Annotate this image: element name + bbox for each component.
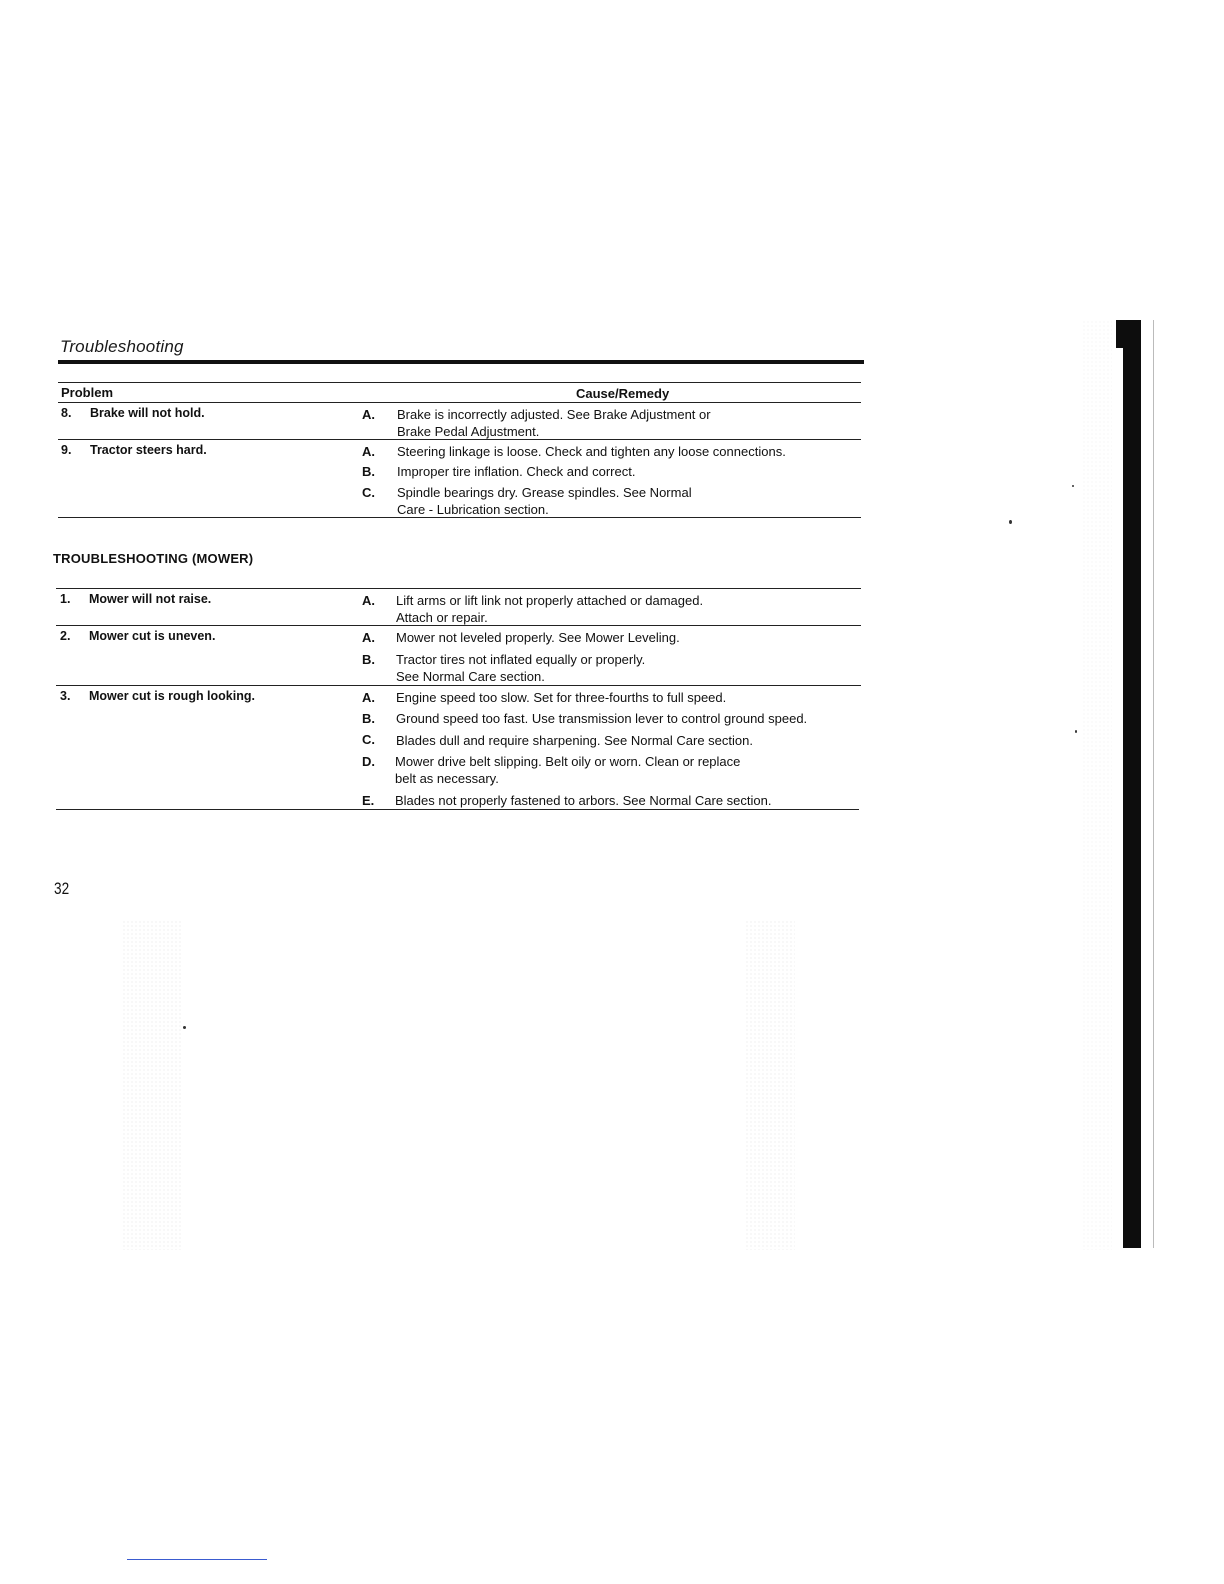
cause-text (395, 792, 771, 809)
cause-line: Brake is incorrectly adjusted. See Brake Adjustment or (397, 407, 711, 422)
cause-line: Steering linkage is loose. Check and tighten any loose connections. (397, 444, 786, 459)
scan-speck (1009, 520, 1012, 524)
cause-line: Mower not leveled properly. See Mower Leveling. (396, 630, 680, 645)
problem-text: Mower cut is uneven. (89, 629, 216, 643)
cause-letter: C. (362, 732, 375, 747)
cause-line: See Normal Care section. (396, 669, 545, 684)
cause-letter: C. (362, 485, 375, 500)
cause-line: Improper tire inflation. Check and correct. (397, 464, 636, 479)
scan-texture (1082, 320, 1112, 1250)
cause-text (397, 406, 711, 440)
table-top-rule (58, 382, 861, 383)
cause-line: Lift arms or lift link not properly attached or damaged. (396, 593, 704, 608)
table-bottom-rule (56, 809, 859, 810)
problem-row-3 (60, 689, 255, 703)
binding-edge (1153, 320, 1154, 1248)
cause-text (397, 484, 692, 518)
cause-text (396, 629, 680, 646)
cause-text (396, 732, 753, 749)
cause-line: belt as necessary. (395, 771, 499, 786)
cause-letter: A. (362, 690, 375, 705)
cause-line: Spindle bearings dry. Grease spindles. See Normal (397, 485, 692, 500)
table-top-rule (56, 588, 861, 589)
cause-letter: D. (362, 754, 375, 769)
problem-row-2 (60, 629, 215, 643)
cause-text (396, 651, 645, 685)
cause-line: Blades dull and require sharpening. See Normal Care section. (396, 733, 753, 748)
column-header-problem: Problem (61, 385, 114, 400)
problem-row-1 (60, 592, 211, 606)
column-header-cause-remedy: Cause/Remedy (576, 386, 670, 401)
bottom-rule (127, 1559, 267, 1560)
cause-letter: A. (362, 407, 375, 422)
cause-line: Engine speed too slow. Set for three-fourths to full speed. (396, 690, 727, 705)
scan-speck (1075, 730, 1077, 733)
problem-text: Mower will not raise. (89, 592, 212, 606)
cause-line: Tractor tires not inflated equally or properly. (396, 652, 646, 667)
cause-letter: B. (362, 652, 375, 667)
cause-letter: A. (362, 593, 375, 608)
page-title: Troubleshooting (60, 337, 184, 356)
binding-strip (1123, 320, 1141, 1248)
problem-text: Tractor steers hard. (90, 443, 207, 457)
scan-speck (183, 1026, 186, 1029)
cause-line: Mower drive belt slipping. Belt oily or worn. Clean or replace (395, 754, 741, 769)
cause-line: Attach or repair. (396, 610, 488, 625)
cause-text (397, 463, 635, 480)
scan-texture (745, 920, 795, 1250)
cause-line: Ground speed too fast. Use transmission lever to control ground speed. (396, 711, 808, 726)
scan-speck (1072, 485, 1074, 487)
section-title-mower: TROUBLESHOOTING (MOWER) (53, 551, 254, 566)
cause-text (395, 753, 740, 787)
cause-text (396, 592, 703, 626)
title-rule (58, 360, 864, 364)
problem-number: 1. (60, 592, 71, 606)
problem-row-9 (61, 443, 207, 457)
cause-letter: B. (362, 464, 375, 479)
problem-number: 8. (61, 406, 72, 420)
cause-line: Care - Lubrication section. (397, 502, 549, 517)
cause-line: Brake Pedal Adjustment. (397, 424, 540, 439)
cause-text (396, 689, 726, 706)
cause-text (396, 710, 807, 727)
problem-number: 9. (61, 443, 72, 457)
table-bottom-rule (58, 517, 861, 518)
problem-row-8 (61, 406, 205, 420)
problem-number: 2. (60, 629, 71, 643)
cause-line: Blades not properly fastened to arbors. See Normal Care section. (395, 793, 772, 808)
cause-text (397, 443, 786, 460)
cause-letter: E. (362, 793, 375, 808)
cause-letter: A. (362, 444, 375, 459)
table-header-rule (58, 402, 861, 403)
problem-text: Mower cut is rough looking. (89, 689, 255, 703)
problem-text: Brake will not hold. (90, 406, 205, 420)
cause-letter: A. (362, 630, 375, 645)
cause-letter: B. (362, 711, 375, 726)
problem-number: 3. (60, 689, 71, 703)
page-number: 32 (54, 879, 70, 898)
row-divider (56, 685, 861, 686)
row-divider (58, 439, 861, 440)
row-divider (56, 625, 861, 626)
scan-texture (122, 920, 182, 1250)
